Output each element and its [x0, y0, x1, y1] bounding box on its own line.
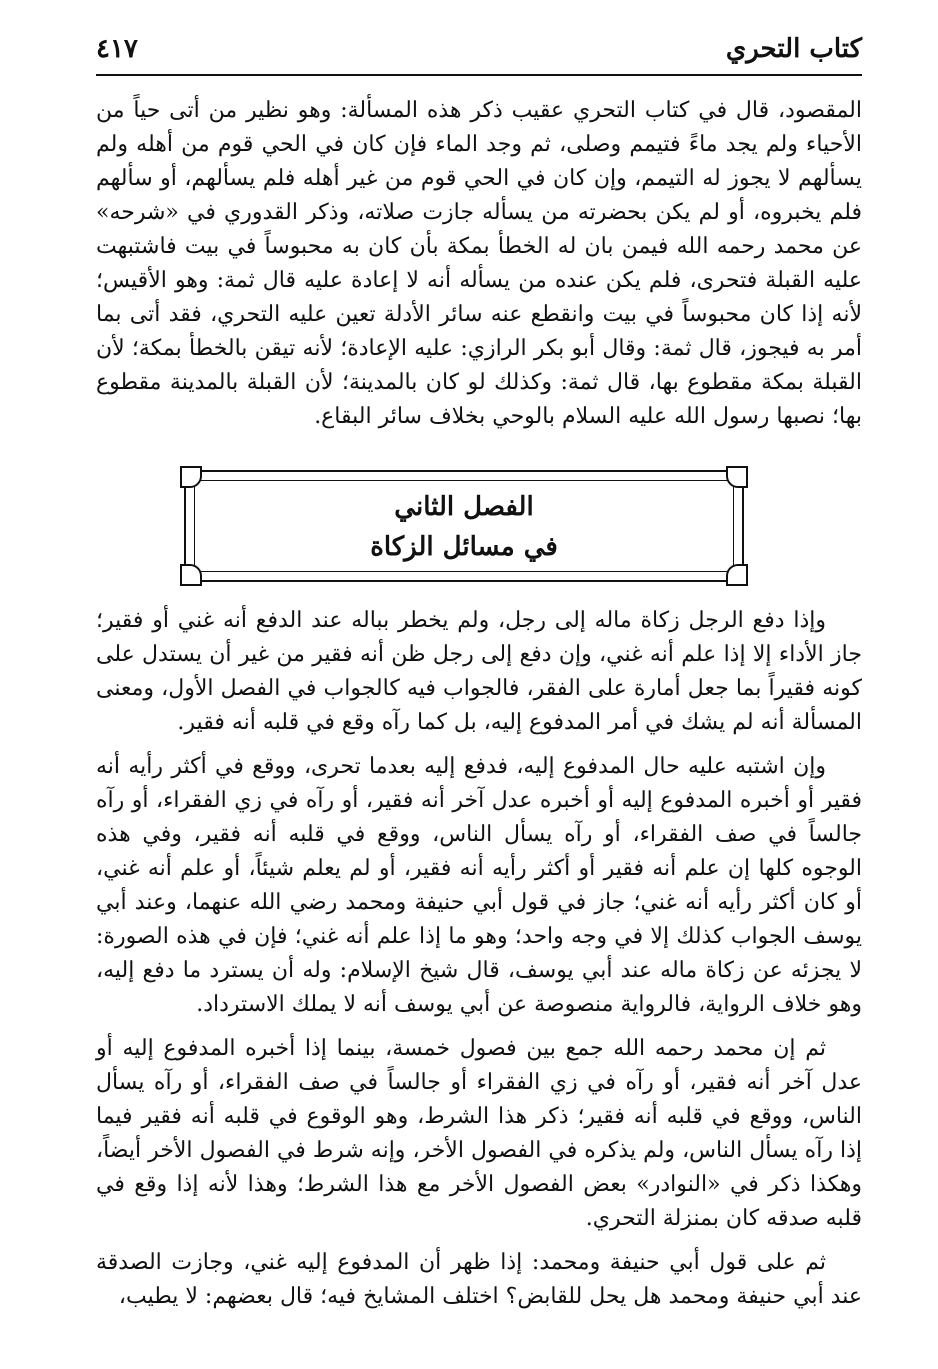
- paragraph: ثم على قول أبي حنيفة ومحمد: إذا ظهر أن المدفوع إليه غني، وجازت الصدقة عند أبي حنيفة ومحمد هل يحل للقابض؟ اختلف المشايخ فيه؛ قال بعضهم: لا يطيب،: [96, 1250, 862, 1309]
- paragraph: المقصود، قال في كتاب التحري عقيب ذكر هذه المسألة: وهو نظير من أتى حياً من الأحياء ولم يجد ماءً فتيمم وصلى، ثم وجد الماء فإن كان في الحي قوم من أهله ولم يسألهم لا يجوز له التيمم، وإن كان في الحي قوم من غير أهله فلم يسألهم، أو سألهم فلم يخبروه، أو لم يكن بحضرته من يسأله جازت صلاته، وذكر القدوري في «شرحه» عن محمد رحمه الله فيمن بان له الخطأ بمكة بأن كان به محبوساً في بيت فاشتبهت عليه القبلة فتحرى، فلم يكن عنده من يسأله أنه لا إعادة عليه قال ثمة: وهو الأقيس؛ لأنه إذا كان محبوساً في بيت وانقطع عنه سائر الأدلة تعين عليه التحري، فقد أتى بما أمر به فيجوز، قال ثمة: وقال أبو بكر الرازي: عليه الإعادة؛ لأنه تيقن بالخطأ بمكة؛ لأن القبلة بمكة مقطوع بها، قال ثمة: وكذلك لو كان بالمدينة؛ لأن القبلة بالمدينة مقطوع بها؛ نصبها رسول الله عليه السلام بالوحي بخلاف سائر البقاع.: [96, 98, 862, 429]
- ornament-corner-icon: [180, 564, 202, 586]
- section-title: الفصل الثاني: [394, 492, 534, 522]
- text-block-after-section: [96, 604, 862, 1324]
- text-block-before-section: [96, 94, 862, 444]
- paragraph: وإذا دفع الرجل زكاة ماله إلى رجل، ولم يخطر بباله عند الدفع أنه غني أو فقير؛ جاز الأداء إلا إذا علم أنه غني، وإن دفع إلى رجل ظن أنه فقير من غير أن يستدل على كونه فقيراً بما جعل أمارة على الفقر، فالجواب فيه كالجواب في الفصل الأول، ومعنى المسألة أنه لم يشك في أمر المدفوع إليه، بل كما رآه وقع في قلبه أنه فقير.: [96, 608, 862, 735]
- page-header: [96, 30, 862, 76]
- section-subtitle: في مسائل الزكاة: [370, 532, 558, 562]
- paragraph: ثم إن محمد رحمه الله جمع بين فصول خمسة، بينما إذا أخبره المدفوع إليه أو عدل آخر أنه فقير، أو رآه في زي الفقراء أو جالساً في صف الفقراء، أو رآه يسأل الناس، ووقع في قلبه أنه فقير؛ ذكر هذا الشرط، وهو الوقوع في قلبه أنه فقير فيما إذا رآه يسأل الناس، ولم يذكره في الفصول الأخر، وإنه شرط في الفصول الأخر أيضاً، وهكذا ذكر في «النوادر» بعض الفصول الأخر مع هذا الشرط؛ وهذا لأنه إذا وقع في قلبه صدقه كان بمنزلة التحري.: [96, 1036, 862, 1231]
- section-heading-frame: [184, 470, 744, 582]
- page-number: ٤١٧: [96, 34, 138, 64]
- ornament-corner-icon: [726, 564, 748, 586]
- ornament-corner-icon: [726, 466, 748, 488]
- book-title: كتاب التحري: [725, 34, 862, 64]
- paragraph: وإن اشتبه عليه حال المدفوع إليه، فدفع إليه بعدما تحرى، ووقع في أكثر رأيه أنه فقير أو أخبره المدفوع إليه أو أخبره عدل آخر أنه فقير، أو رآه في زي الفقراء، أو رآه جالساً في صف الفقراء، أو رآه يسأل الناس، ووقع في قلبه أنه فقير، وفي هذه الوجوه كلها إن علم أنه فقير أو أكثر رأيه أنه فقير، أو لم يعلم شيئاً، أو علم أنه غني، أو كان أكثر رأيه أنه غني؛ جاز في قول أبي حنيفة ومحمد رضي الله عنهما، وعند أبي يوسف الجواب كذلك إلا في وجه واحد؛ وهو ما إذا علم أنه غني؛ فإن في هذه الصورة: لا يجزئه عن زكاة ماله عند أبي يوسف، قال شيخ الإسلام: وله أن يسترد ما دفع إليه، وهو خلاف الرواية، فالرواية منصوصة عن أبي يوسف أنه لا يملك الاسترداد.: [96, 754, 862, 1017]
